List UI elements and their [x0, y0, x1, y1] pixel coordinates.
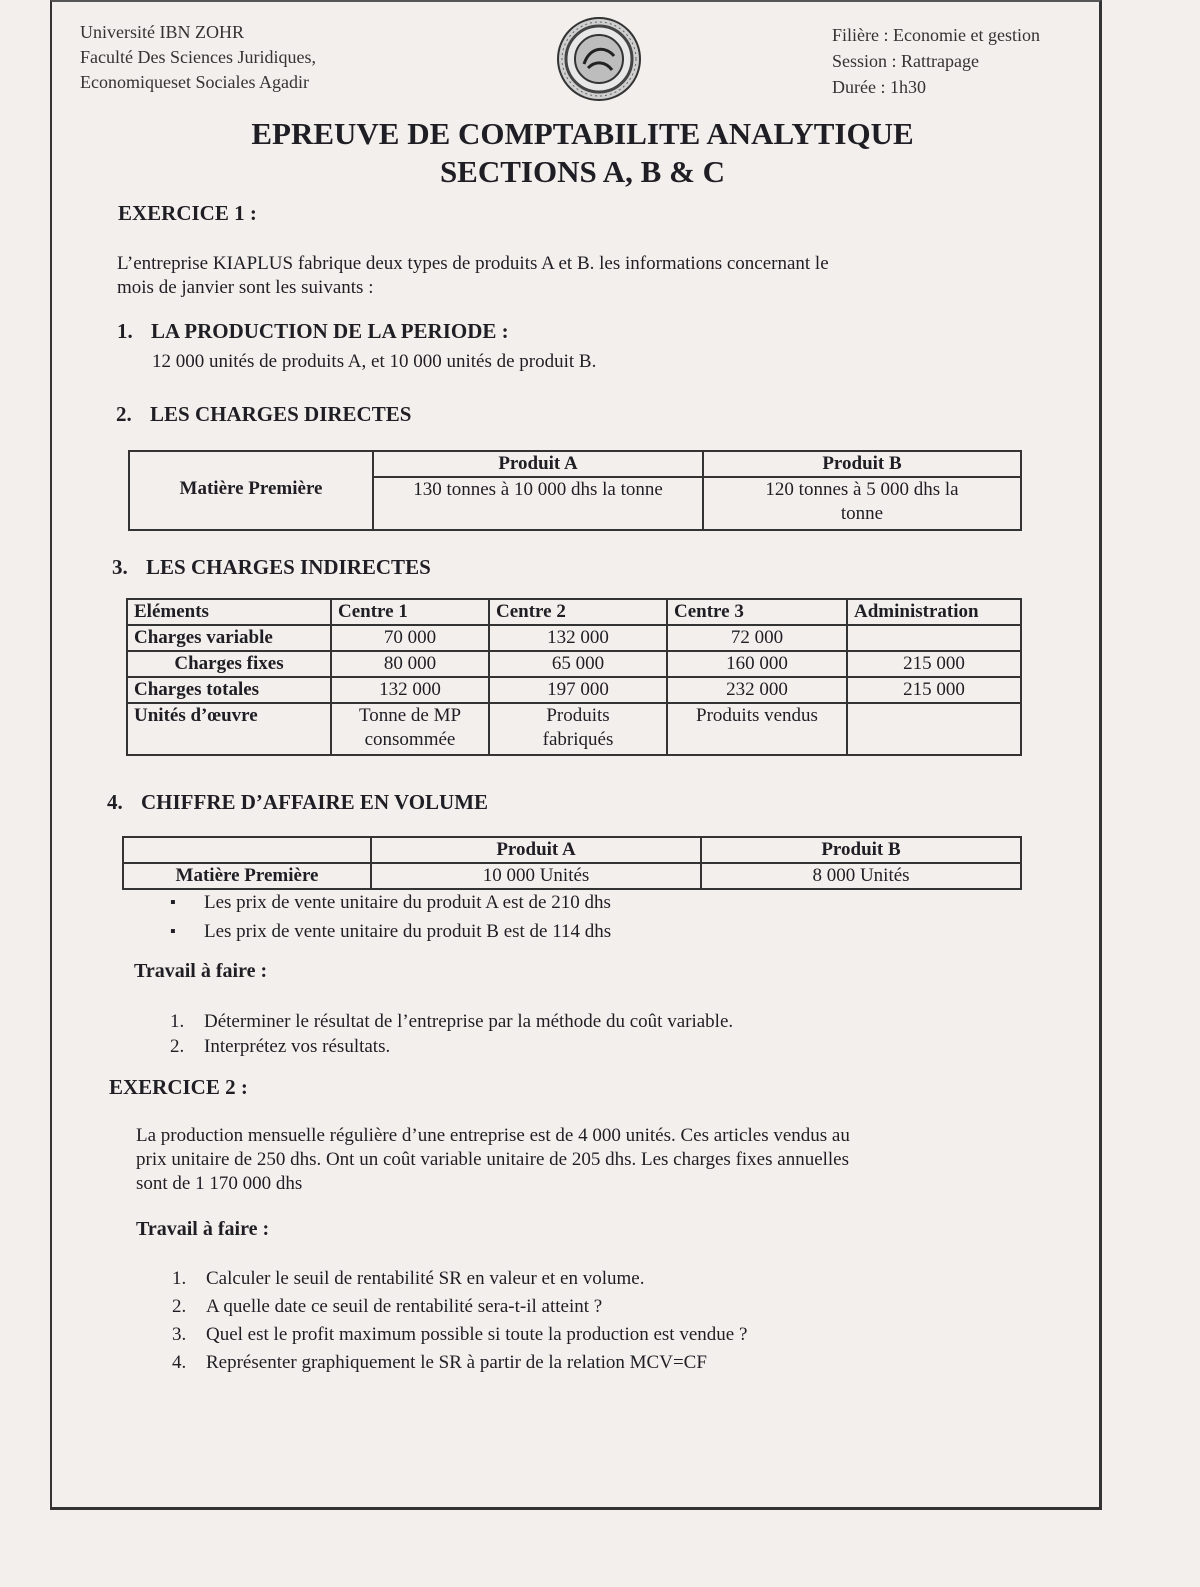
- cell-product-b-volume: 8 000 Unités: [701, 863, 1021, 889]
- cell-value: 65 000: [489, 651, 667, 677]
- table-row: [129, 451, 1021, 477]
- section-1-text: 12 000 unités de produits A, et 10 000 unités de produit B.: [152, 351, 597, 372]
- section-4-title: CHIFFRE D’AFFAIRE EN VOLUME: [141, 790, 489, 814]
- cell-value: 232 000: [667, 677, 847, 703]
- cell-uo-centre-1: Tonne de MP consommée: [331, 703, 489, 755]
- table-row: [127, 625, 1021, 651]
- university-name: Université IBN ZOHR: [80, 22, 244, 42]
- column-header-product-a: Produit A: [373, 451, 703, 477]
- table-header-row: [127, 599, 1021, 625]
- row-label-matiere-premiere: Matière Première: [129, 477, 373, 530]
- cell-value: 132 000: [489, 625, 667, 651]
- exercise-2-task-title: Travail à faire :: [136, 1218, 270, 1240]
- section-4-number: 4.: [107, 790, 123, 814]
- exercise-1-intro: [117, 252, 1027, 300]
- header-administration: Administration: [847, 599, 1021, 625]
- section-1-title: LA PRODUCTION DE LA PERIODE :: [151, 319, 509, 343]
- cell-value: 215 000: [847, 651, 1021, 677]
- statement-line-2: prix unitaire de 250 dhs. Ont un coût variable unitaire de 205 dhs. Les charges fixes annuelles: [136, 1149, 850, 1170]
- bullet-price-a: ▪ Les prix de vente unitaire du produit A est de 210 dhs: [204, 891, 611, 915]
- intro-line-2: mois de janvier sont les suivants :: [117, 277, 374, 298]
- cell-product-a-value: 130 tonnes à 10 000 dhs la tonne: [373, 477, 703, 530]
- column-header-product-b: Produit B: [703, 451, 1021, 477]
- row-label: Charges variable: [127, 625, 331, 651]
- section-1-number: 1.: [117, 319, 133, 343]
- header-elements: Eléments: [127, 599, 331, 625]
- section-2-heading: [116, 402, 411, 427]
- row-label-matiere-premiere: Matière Première: [123, 863, 371, 889]
- cell-value: 70 000: [331, 625, 489, 651]
- row-label: Charges fixes: [127, 651, 331, 677]
- row-label-unites-oeuvre: Unités d’œuvre: [127, 703, 331, 755]
- section-3-title: LES CHARGES INDIRECTES: [146, 555, 431, 579]
- header-centre-3: Centre 3: [667, 599, 847, 625]
- table-row: [127, 651, 1021, 677]
- row-label: Charges totales: [127, 677, 331, 703]
- table-row: [129, 477, 1021, 530]
- exercise-1-task-1: 1. Déterminer le résultat de l’entreprise par la méthode du coût variable.: [170, 1011, 734, 1032]
- cell-value: 132 000: [331, 677, 489, 703]
- faculty-line-1: Faculté Des Sciences Juridiques,: [80, 47, 316, 67]
- cell-value: 72 000: [667, 625, 847, 651]
- exercise-1-task-2: 2. Interprétez vos résultats.: [170, 1036, 391, 1057]
- exam-title: EPREUVE DE COMPTABILITE ANALYTIQUE: [251, 116, 914, 151]
- statement-line-3: sont de 1 170 000 dhs: [136, 1173, 303, 1194]
- section-3-heading: [112, 555, 431, 580]
- section-2-title: LES CHARGES DIRECTES: [150, 402, 412, 426]
- cell-uo-centre-2: Produits fabriqués: [489, 703, 667, 755]
- cell-product-a-volume: 10 000 Unités: [371, 863, 701, 889]
- table-row: [123, 837, 1021, 863]
- statement-line-1: La production mensuelle régulière d’une entreprise est de 4 000 unités. Ces articles vendus au: [136, 1125, 850, 1146]
- exercise-2-task-3: 3. Quel est le profit maximum possible si toute la production est vendue ?: [172, 1324, 748, 1345]
- session-info: [832, 22, 1040, 100]
- exercise-2-task-4: 4. Représenter graphiquement le SR à partir de la relation MCV=CF: [172, 1352, 707, 1373]
- institution-header: [80, 20, 316, 95]
- exercise-1-title: EXERCICE 1 :: [118, 201, 257, 225]
- cell-uo-administration: [847, 703, 1021, 755]
- cell-value: 215 000: [847, 677, 1021, 703]
- filiere: Filière : Economie et gestion: [832, 25, 1040, 45]
- section-1-heading: [117, 319, 509, 344]
- bullet-price-b: ▪ Les prix de vente unitaire du produit B est de 114 dhs: [204, 920, 611, 944]
- table-row: [127, 703, 1021, 755]
- section-4-heading: [107, 790, 488, 815]
- header-centre-1: Centre 1: [331, 599, 489, 625]
- header-centre-2: Centre 2: [489, 599, 667, 625]
- cell-product-b-value: 120 tonnes à 5 000 dhs la tonne: [703, 477, 1021, 530]
- indirect-charges-table: [126, 598, 1022, 756]
- exercise-2-task-2: 2. A quelle date ce seuil de rentabilité sera-t-il atteint ?: [172, 1296, 603, 1317]
- table-row: [123, 863, 1021, 889]
- university-seal-logo: [556, 16, 642, 102]
- intro-line-1: L’entreprise KIAPLUS fabrique deux types de produits A et B. les informations concernant le: [117, 253, 829, 274]
- duree: Durée : 1h30: [832, 77, 926, 97]
- direct-charges-table: [128, 450, 1022, 531]
- exercise-2-task-1: 1. Calculer le seuil de rentabilité SR en valeur et en volume.: [172, 1268, 645, 1289]
- cell-value: [847, 625, 1021, 651]
- faculty-line-2: Economiqueset Sociales Agadir: [80, 72, 309, 92]
- table-row: [127, 677, 1021, 703]
- session: Session : Rattrapage: [832, 51, 979, 71]
- exam-sections: SECTIONS A, B & C: [439, 154, 726, 189]
- sales-volume-table: [122, 836, 1022, 890]
- cell-value: 197 000: [489, 677, 667, 703]
- cell-value: 160 000: [667, 651, 847, 677]
- cell-value: 80 000: [331, 651, 489, 677]
- exercise-1-task-title: Travail à faire :: [134, 960, 268, 982]
- cell-uo-centre-3: Produits vendus: [667, 703, 847, 755]
- exercise-2-title: EXERCICE 2 :: [109, 1075, 248, 1099]
- column-header-product-b: Produit B: [701, 837, 1021, 863]
- column-header-product-a: Produit A: [371, 837, 701, 863]
- section-2-number: 2.: [116, 402, 132, 426]
- exercise-2-statement: [136, 1124, 1026, 1196]
- section-3-number: 3.: [112, 555, 128, 579]
